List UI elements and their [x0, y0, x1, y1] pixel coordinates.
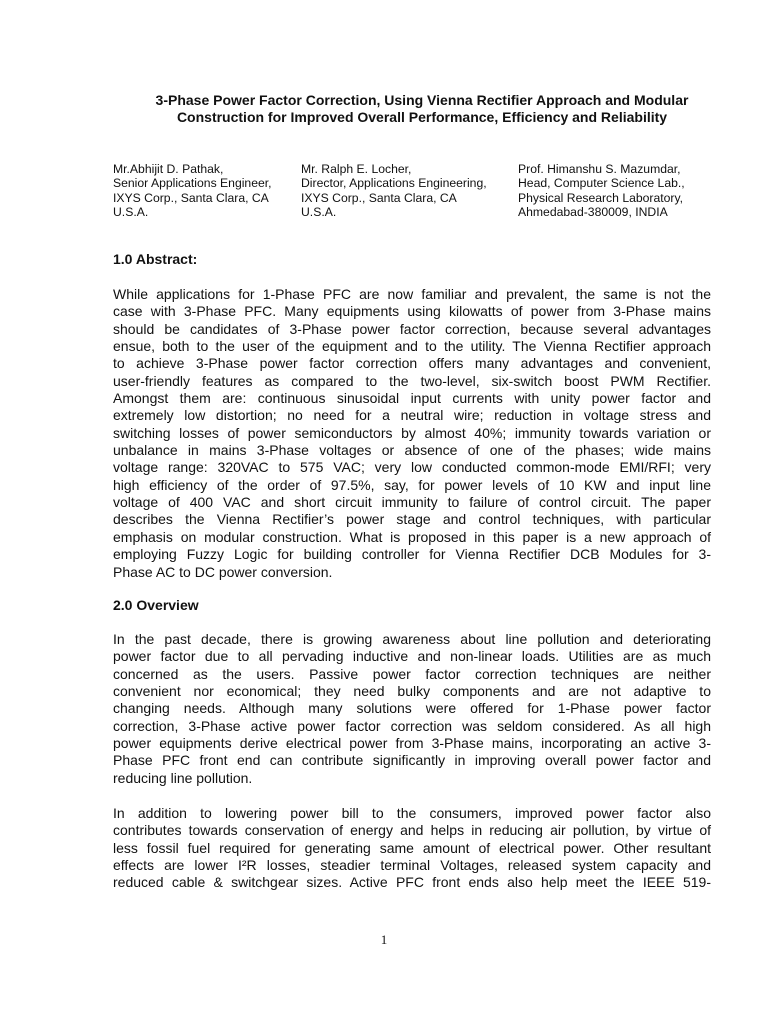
author-position: Director, Applications Engineering, — [301, 176, 487, 191]
text-line: Amongst them are: continuous sinusoidal input currents with unity power factor and — [113, 390, 711, 407]
text-line: power factor due to all pervading inductive and non-linear loads. Utilities are as much — [113, 648, 711, 665]
author-position: Senior Applications Engineer, — [113, 176, 272, 191]
text-line: ensue, both to the user of the equipment and to the utility. The Vienna Rectifier approach — [113, 338, 711, 355]
author-name: Prof. Himanshu S. Mazumdar, — [518, 162, 681, 176]
overview-paragraph — [113, 631, 711, 787]
title-line: Construction for Improved Overall Performance, Efficiency and Reliability — [176, 109, 668, 125]
paper-title — [100, 92, 744, 126]
text-line: concerned as the users. Passive power factor correction techniques are neither — [113, 665, 711, 682]
text-line: user-friendly features as compared to the two-level, six-switch boost PWM Rectifier. — [113, 372, 711, 389]
text-line: effects are lower I²R losses, steadier terminal Voltages, released system capacity and — [113, 857, 711, 874]
author-location: U.S.A. — [113, 204, 149, 219]
text-line: While applications for 1-Phase PFC are now familiar and prevalent, the same is not the — [113, 286, 711, 302]
abstract-paragraph — [113, 286, 711, 581]
author-affiliation: IXYS Corp., Santa Clara, CA — [113, 190, 269, 205]
author-name: Mr. Ralph E. Locher, — [301, 162, 412, 176]
text-line: emphasis on modular construction. What is proposed in this paper is a new approach of — [113, 528, 711, 545]
text-line: switching losses of power semiconductors by almost 40%; immunity towards variation or — [113, 424, 711, 441]
author-name: Mr.Abhijit D. Pathak, — [113, 162, 224, 176]
author-affiliation: IXYS Corp., Santa Clara, CA — [301, 190, 457, 205]
text-line: should be candidates of 3-Phase power factor correction, because several advantages — [113, 320, 711, 337]
author-block-pathak — [113, 162, 272, 219]
text-line: unbalance in mains 3-Phase voltages or absence of one of the phases; wide mains — [113, 442, 711, 459]
author-location: Ahmedabad-380009, INDIA — [518, 204, 668, 219]
text-line: employing Fuzzy Logic for building controller for Vienna Rectifier DCB Modules for 3- — [113, 546, 711, 563]
text-line: to achieve 3-Phase power factor correction offers many advantages and convenient, — [113, 355, 711, 372]
text-line: voltage of 400 VAC and short circuit immunity to failure of control circuit. The paper — [113, 494, 711, 511]
text-line: convenient nor economical; they need bulky components and are not adaptive to — [113, 683, 711, 700]
author-block-locher — [301, 162, 487, 219]
text-line: changing needs. Although many solutions were offered for 1-Phase power factor — [113, 700, 711, 717]
title-line: 3-Phase Power Factor Correction, Using Vienna Rectifier Approach and Modular — [155, 92, 689, 108]
overview-paragraph — [113, 805, 711, 892]
text-line: high efficiency of the order of 97.5%, say, for power levels of 10 KW and input line — [113, 476, 711, 493]
text-line: case with 3-Phase PFC. Many equipments using kilowatts of power from 3-Phase mains — [113, 303, 711, 320]
text-line: power equipments derive electrical power from 3-Phase mains, incorporating an active 3- — [113, 735, 711, 752]
text-line: reducing line pollution. — [113, 769, 253, 786]
section-heading-overview: 2.0 Overview — [113, 597, 199, 613]
text-line: In the past decade, there is growing awareness about line pollution and deteriorating — [113, 631, 711, 647]
text-line: Phase PFC front end can contribute significantly in improving overall power factor and — [113, 752, 711, 769]
text-line: voltage range: 320VAC to 575 VAC; very low conducted common-mode EMI/RFI; very — [113, 459, 711, 476]
section-heading-abstract: 1.0 Abstract: — [113, 251, 198, 267]
author-block-mazumdar — [518, 162, 685, 219]
author-position: Head, Computer Science Lab., — [518, 176, 685, 191]
text-line: describes the Vienna Rectifier’s power stage and control techniques, with particular — [113, 511, 711, 528]
text-line: In addition to lowering power bill to the consumers, improved power factor also — [113, 805, 711, 821]
author-location: U.S.A. — [301, 204, 337, 219]
text-line: extremely low distortion; no need for a neutral wire; reduction in voltage stress and — [113, 407, 711, 424]
text-line: reduced cable & switchgear sizes. Active PFC front ends also help meet the IEEE 519- — [113, 874, 711, 891]
text-line: contributes towards conservation of energy and helps in reducing air pollution, by virtue of — [113, 822, 711, 839]
text-line: Phase AC to DC power conversion. — [113, 563, 333, 580]
page-number: 1 — [380, 932, 388, 947]
author-affiliation: Physical Research Laboratory, — [518, 190, 684, 205]
text-line: less fossil fuel required for generating same amount of electrical power. Other resultant — [113, 839, 711, 856]
text-line: correction, 3-Phase active power factor correction was seldom considered. As all high — [113, 717, 711, 734]
